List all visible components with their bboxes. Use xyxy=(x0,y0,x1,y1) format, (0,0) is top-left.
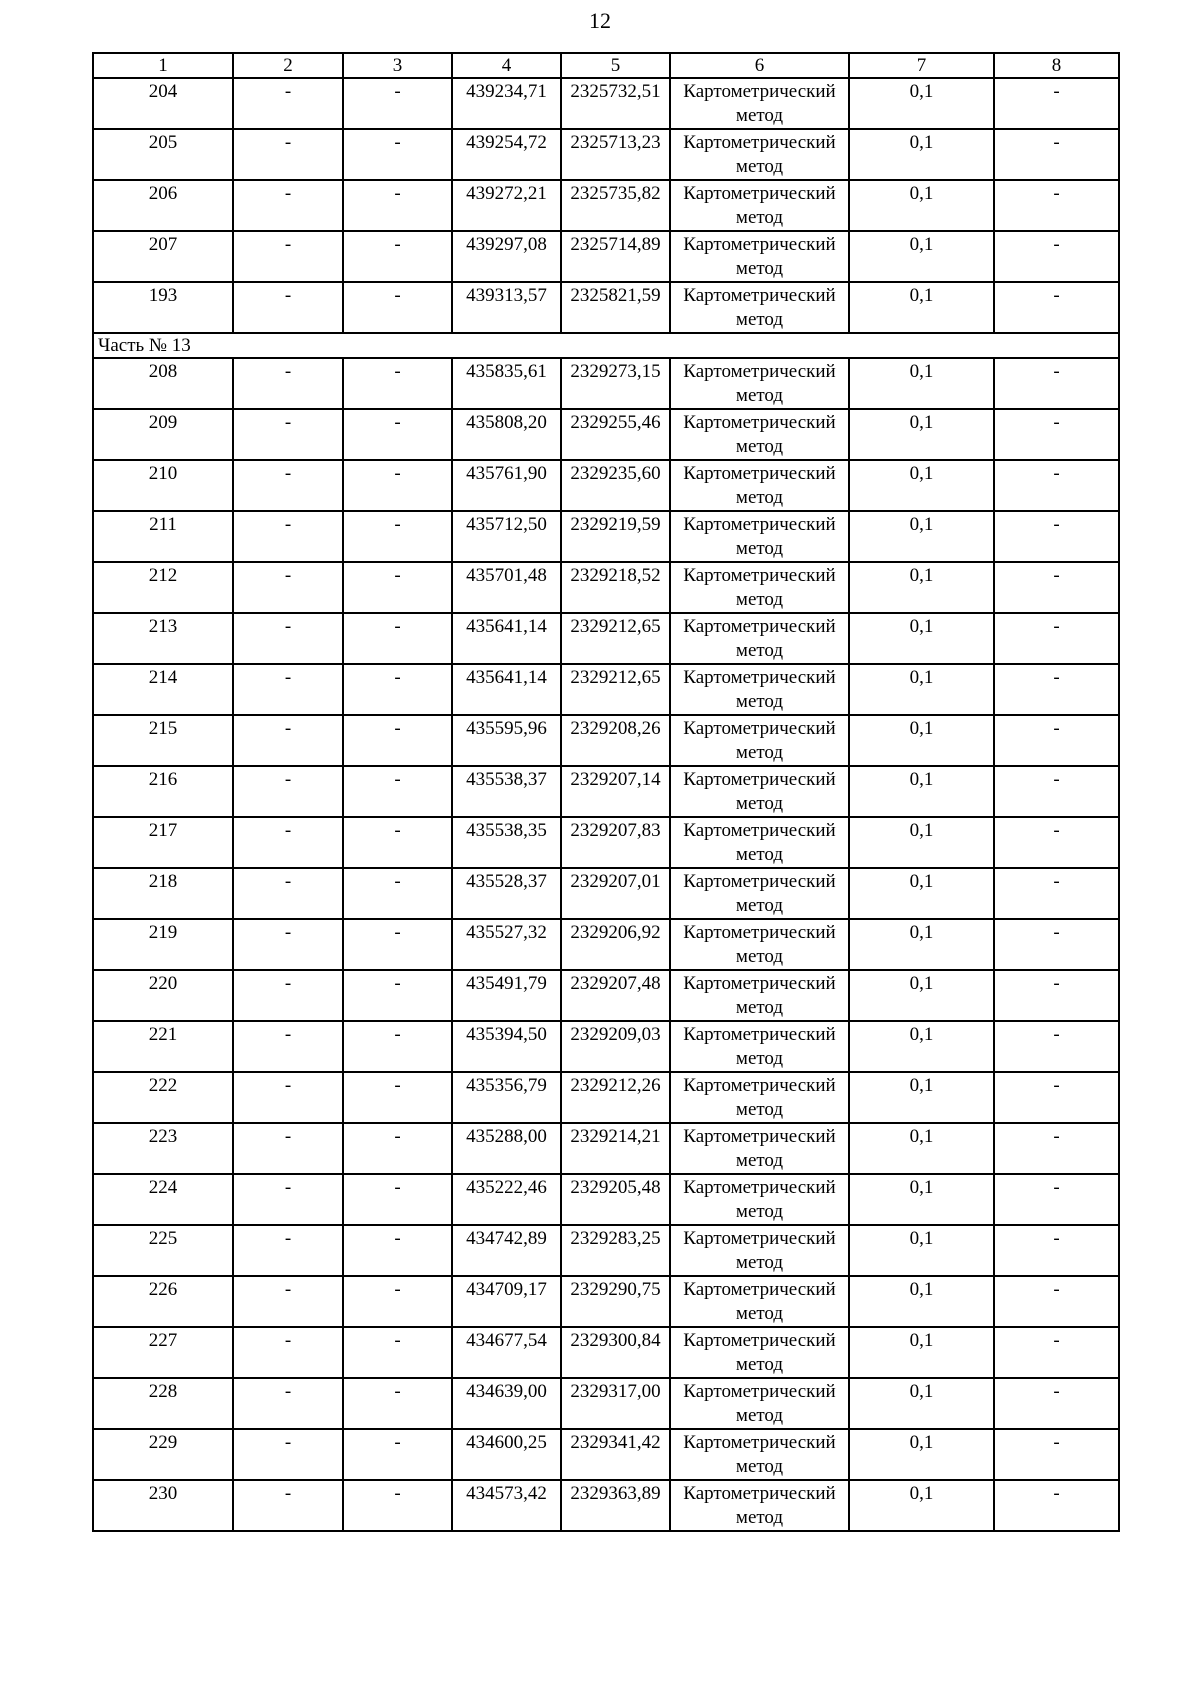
method-cell: Картометрический метод xyxy=(670,1072,849,1123)
y-coordinate-cell: 2329317,00 xyxy=(561,1378,670,1429)
y-coordinate-cell: 2325732,51 xyxy=(561,78,670,129)
accuracy-cell: 0,1 xyxy=(849,129,994,180)
y-coordinate-cell: 2329341,42 xyxy=(561,1429,670,1480)
column-header: 8 xyxy=(994,53,1119,78)
y-coordinate-cell: 2329273,15 xyxy=(561,358,670,409)
method-cell: Картометрический метод xyxy=(670,180,849,231)
method-cell: Картометрический метод xyxy=(670,460,849,511)
point-number-cell: 225 xyxy=(93,1225,233,1276)
column-3-cell: - xyxy=(343,1225,452,1276)
x-coordinate-cell: 435641,14 xyxy=(452,664,561,715)
column-3-cell: - xyxy=(343,1276,452,1327)
y-coordinate-cell: 2329212,65 xyxy=(561,613,670,664)
table-row xyxy=(93,1378,1119,1429)
column-2-cell: - xyxy=(233,562,343,613)
y-coordinate-cell: 2329207,83 xyxy=(561,817,670,868)
x-coordinate-cell: 435835,61 xyxy=(452,358,561,409)
x-coordinate-cell: 439272,21 xyxy=(452,180,561,231)
column-8-cell: - xyxy=(994,715,1119,766)
column-8-cell: - xyxy=(994,1276,1119,1327)
column-2-cell: - xyxy=(233,664,343,715)
accuracy-cell: 0,1 xyxy=(849,715,994,766)
table-row xyxy=(93,868,1119,919)
x-coordinate-cell: 435595,96 xyxy=(452,715,561,766)
accuracy-cell: 0,1 xyxy=(849,1021,994,1072)
point-number-cell: 213 xyxy=(93,613,233,664)
x-coordinate-cell: 435288,00 xyxy=(452,1123,561,1174)
method-cell: Картометрический метод xyxy=(670,1123,849,1174)
point-number-cell: 217 xyxy=(93,817,233,868)
point-number-cell: 218 xyxy=(93,868,233,919)
x-coordinate-cell: 435538,35 xyxy=(452,817,561,868)
column-2-cell: - xyxy=(233,1378,343,1429)
column-2-cell: - xyxy=(233,868,343,919)
y-coordinate-cell: 2325821,59 xyxy=(561,282,670,333)
point-number-cell: 210 xyxy=(93,460,233,511)
column-3-cell: - xyxy=(343,1480,452,1531)
x-coordinate-cell: 439297,08 xyxy=(452,231,561,282)
accuracy-cell: 0,1 xyxy=(849,613,994,664)
column-2-cell: - xyxy=(233,613,343,664)
column-3-cell: - xyxy=(343,1429,452,1480)
point-number-cell: 209 xyxy=(93,409,233,460)
column-2-cell: - xyxy=(233,358,343,409)
column-3-cell: - xyxy=(343,1123,452,1174)
x-coordinate-cell: 435701,48 xyxy=(452,562,561,613)
column-8-cell: - xyxy=(994,1123,1119,1174)
point-number-cell: 205 xyxy=(93,129,233,180)
table-row xyxy=(93,664,1119,715)
x-coordinate-cell: 434677,54 xyxy=(452,1327,561,1378)
method-cell: Картометрический метод xyxy=(670,1378,849,1429)
accuracy-cell: 0,1 xyxy=(849,868,994,919)
accuracy-cell: 0,1 xyxy=(849,919,994,970)
table-row xyxy=(93,460,1119,511)
y-coordinate-cell: 2329283,25 xyxy=(561,1225,670,1276)
column-header: 2 xyxy=(233,53,343,78)
x-coordinate-cell: 435356,79 xyxy=(452,1072,561,1123)
x-coordinate-cell: 439313,57 xyxy=(452,282,561,333)
y-coordinate-cell: 2329207,14 xyxy=(561,766,670,817)
column-header: 6 xyxy=(670,53,849,78)
method-cell: Картометрический метод xyxy=(670,817,849,868)
accuracy-cell: 0,1 xyxy=(849,1378,994,1429)
table-row xyxy=(93,78,1119,129)
table-row xyxy=(93,409,1119,460)
point-number-cell: 204 xyxy=(93,78,233,129)
column-8-cell: - xyxy=(994,358,1119,409)
y-coordinate-cell: 2329219,59 xyxy=(561,511,670,562)
column-2-cell: - xyxy=(233,817,343,868)
table-row xyxy=(93,817,1119,868)
column-8-cell: - xyxy=(994,460,1119,511)
accuracy-cell: 0,1 xyxy=(849,282,994,333)
column-2-cell: - xyxy=(233,180,343,231)
y-coordinate-cell: 2329205,48 xyxy=(561,1174,670,1225)
column-2-cell: - xyxy=(233,231,343,282)
table-row xyxy=(93,358,1119,409)
x-coordinate-cell: 435641,14 xyxy=(452,613,561,664)
column-8-cell: - xyxy=(994,613,1119,664)
column-3-cell: - xyxy=(343,613,452,664)
point-number-cell: 223 xyxy=(93,1123,233,1174)
y-coordinate-cell: 2329212,26 xyxy=(561,1072,670,1123)
column-8-cell: - xyxy=(994,511,1119,562)
method-cell: Картометрический метод xyxy=(670,766,849,817)
method-cell: Картометрический метод xyxy=(670,129,849,180)
column-2-cell: - xyxy=(233,970,343,1021)
column-header: 3 xyxy=(343,53,452,78)
accuracy-cell: 0,1 xyxy=(849,1480,994,1531)
y-coordinate-cell: 2329218,52 xyxy=(561,562,670,613)
table-row xyxy=(93,970,1119,1021)
column-3-cell: - xyxy=(343,562,452,613)
column-8-cell: - xyxy=(994,1225,1119,1276)
y-coordinate-cell: 2329290,75 xyxy=(561,1276,670,1327)
column-3-cell: - xyxy=(343,1072,452,1123)
column-8-cell: - xyxy=(994,78,1119,129)
x-coordinate-cell: 434573,42 xyxy=(452,1480,561,1531)
column-2-cell: - xyxy=(233,919,343,970)
column-3-cell: - xyxy=(343,129,452,180)
column-2-cell: - xyxy=(233,1327,343,1378)
x-coordinate-cell: 435491,79 xyxy=(452,970,561,1021)
column-3-cell: - xyxy=(343,766,452,817)
method-cell: Картометрический метод xyxy=(670,511,849,562)
column-3-cell: - xyxy=(343,919,452,970)
column-8-cell: - xyxy=(994,1378,1119,1429)
column-2-cell: - xyxy=(233,511,343,562)
accuracy-cell: 0,1 xyxy=(849,1225,994,1276)
y-coordinate-cell: 2329207,01 xyxy=(561,868,670,919)
column-2-cell: - xyxy=(233,409,343,460)
y-coordinate-cell: 2329214,21 xyxy=(561,1123,670,1174)
table-row xyxy=(93,1276,1119,1327)
y-coordinate-cell: 2329300,84 xyxy=(561,1327,670,1378)
table-row xyxy=(93,1429,1119,1480)
column-2-cell: - xyxy=(233,282,343,333)
method-cell: Картометрический метод xyxy=(670,715,849,766)
method-cell: Картометрический метод xyxy=(670,1429,849,1480)
accuracy-cell: 0,1 xyxy=(849,1276,994,1327)
column-3-cell: - xyxy=(343,282,452,333)
point-number-cell: 193 xyxy=(93,282,233,333)
column-3-cell: - xyxy=(343,1174,452,1225)
x-coordinate-cell: 434742,89 xyxy=(452,1225,561,1276)
column-2-cell: - xyxy=(233,715,343,766)
method-cell: Картометрический метод xyxy=(670,231,849,282)
column-3-cell: - xyxy=(343,664,452,715)
column-8-cell: - xyxy=(994,817,1119,868)
method-cell: Картометрический метод xyxy=(670,409,849,460)
column-8-cell: - xyxy=(994,1327,1119,1378)
accuracy-cell: 0,1 xyxy=(849,358,994,409)
column-3-cell: - xyxy=(343,715,452,766)
table-row xyxy=(93,511,1119,562)
point-number-cell: 207 xyxy=(93,231,233,282)
method-cell: Картометрический метод xyxy=(670,1327,849,1378)
table-row xyxy=(93,715,1119,766)
accuracy-cell: 0,1 xyxy=(849,180,994,231)
method-cell: Картометрический метод xyxy=(670,562,849,613)
y-coordinate-cell: 2329212,65 xyxy=(561,664,670,715)
x-coordinate-cell: 434709,17 xyxy=(452,1276,561,1327)
column-8-cell: - xyxy=(994,1429,1119,1480)
x-coordinate-cell: 435528,37 xyxy=(452,868,561,919)
table-row xyxy=(93,1123,1119,1174)
method-cell: Картометрический метод xyxy=(670,919,849,970)
column-8-cell: - xyxy=(994,664,1119,715)
point-number-cell: 228 xyxy=(93,1378,233,1429)
column-8-cell: - xyxy=(994,180,1119,231)
accuracy-cell: 0,1 xyxy=(849,460,994,511)
point-number-cell: 221 xyxy=(93,1021,233,1072)
x-coordinate-cell: 435761,90 xyxy=(452,460,561,511)
column-header: 1 xyxy=(93,53,233,78)
point-number-cell: 208 xyxy=(93,358,233,409)
table-row xyxy=(93,1225,1119,1276)
accuracy-cell: 0,1 xyxy=(849,562,994,613)
column-header: 7 xyxy=(849,53,994,78)
table-row xyxy=(93,1174,1119,1225)
section-row xyxy=(93,333,1119,358)
column-2-cell: - xyxy=(233,1225,343,1276)
method-cell: Картометрический метод xyxy=(670,78,849,129)
table-row xyxy=(93,919,1119,970)
method-cell: Картометрический метод xyxy=(670,1276,849,1327)
table-row xyxy=(93,766,1119,817)
table-row xyxy=(93,1480,1119,1531)
point-number-cell: 216 xyxy=(93,766,233,817)
x-coordinate-cell: 434639,00 xyxy=(452,1378,561,1429)
method-cell: Картометрический метод xyxy=(670,1174,849,1225)
column-3-cell: - xyxy=(343,78,452,129)
x-coordinate-cell: 439234,71 xyxy=(452,78,561,129)
column-header-row xyxy=(93,53,1119,78)
table-row xyxy=(93,180,1119,231)
x-coordinate-cell: 434600,25 xyxy=(452,1429,561,1480)
column-3-cell: - xyxy=(343,1327,452,1378)
table-row xyxy=(93,1072,1119,1123)
accuracy-cell: 0,1 xyxy=(849,970,994,1021)
table-row xyxy=(93,231,1119,282)
column-3-cell: - xyxy=(343,460,452,511)
y-coordinate-cell: 2329209,03 xyxy=(561,1021,670,1072)
column-8-cell: - xyxy=(994,562,1119,613)
accuracy-cell: 0,1 xyxy=(849,231,994,282)
table-row xyxy=(93,282,1119,333)
point-number-cell: 211 xyxy=(93,511,233,562)
column-8-cell: - xyxy=(994,1174,1119,1225)
method-cell: Картометрический метод xyxy=(670,282,849,333)
y-coordinate-cell: 2325714,89 xyxy=(561,231,670,282)
accuracy-cell: 0,1 xyxy=(849,664,994,715)
point-number-cell: 219 xyxy=(93,919,233,970)
accuracy-cell: 0,1 xyxy=(849,1123,994,1174)
column-2-cell: - xyxy=(233,1123,343,1174)
column-2-cell: - xyxy=(233,129,343,180)
x-coordinate-cell: 435222,46 xyxy=(452,1174,561,1225)
column-header: 5 xyxy=(561,53,670,78)
y-coordinate-cell: 2329363,89 xyxy=(561,1480,670,1531)
column-3-cell: - xyxy=(343,817,452,868)
column-2-cell: - xyxy=(233,1021,343,1072)
column-2-cell: - xyxy=(233,766,343,817)
y-coordinate-cell: 2329207,48 xyxy=(561,970,670,1021)
y-coordinate-cell: 2329255,46 xyxy=(561,409,670,460)
column-8-cell: - xyxy=(994,231,1119,282)
column-8-cell: - xyxy=(994,970,1119,1021)
x-coordinate-cell: 435538,37 xyxy=(452,766,561,817)
x-coordinate-cell: 439254,72 xyxy=(452,129,561,180)
y-coordinate-cell: 2325713,23 xyxy=(561,129,670,180)
point-number-cell: 229 xyxy=(93,1429,233,1480)
table-row xyxy=(93,1327,1119,1378)
point-number-cell: 206 xyxy=(93,180,233,231)
table-body xyxy=(93,53,1119,1531)
column-3-cell: - xyxy=(343,358,452,409)
section-label: Часть № 13 xyxy=(93,333,1119,358)
accuracy-cell: 0,1 xyxy=(849,1072,994,1123)
x-coordinate-cell: 435394,50 xyxy=(452,1021,561,1072)
accuracy-cell: 0,1 xyxy=(849,409,994,460)
table-row xyxy=(93,613,1119,664)
column-3-cell: - xyxy=(343,180,452,231)
column-8-cell: - xyxy=(994,868,1119,919)
column-8-cell: - xyxy=(994,1480,1119,1531)
point-number-cell: 222 xyxy=(93,1072,233,1123)
column-2-cell: - xyxy=(233,1174,343,1225)
point-number-cell: 227 xyxy=(93,1327,233,1378)
column-2-cell: - xyxy=(233,460,343,511)
method-cell: Картометрический метод xyxy=(670,1021,849,1072)
column-8-cell: - xyxy=(994,919,1119,970)
x-coordinate-cell: 435712,50 xyxy=(452,511,561,562)
column-8-cell: - xyxy=(994,766,1119,817)
x-coordinate-cell: 435808,20 xyxy=(452,409,561,460)
column-8-cell: - xyxy=(994,282,1119,333)
column-2-cell: - xyxy=(233,1429,343,1480)
accuracy-cell: 0,1 xyxy=(849,78,994,129)
method-cell: Картометрический метод xyxy=(670,358,849,409)
column-8-cell: - xyxy=(994,129,1119,180)
method-cell: Картометрический метод xyxy=(670,1480,849,1531)
column-8-cell: - xyxy=(994,1021,1119,1072)
column-3-cell: - xyxy=(343,868,452,919)
column-3-cell: - xyxy=(343,1021,452,1072)
page-number: 12 xyxy=(589,8,611,33)
point-number-cell: 224 xyxy=(93,1174,233,1225)
column-3-cell: - xyxy=(343,511,452,562)
point-number-cell: 230 xyxy=(93,1480,233,1531)
accuracy-cell: 0,1 xyxy=(849,817,994,868)
accuracy-cell: 0,1 xyxy=(849,1174,994,1225)
point-number-cell: 226 xyxy=(93,1276,233,1327)
accuracy-cell: 0,1 xyxy=(849,511,994,562)
y-coordinate-cell: 2325735,82 xyxy=(561,180,670,231)
table-row xyxy=(93,1021,1119,1072)
y-coordinate-cell: 2329208,26 xyxy=(561,715,670,766)
column-3-cell: - xyxy=(343,970,452,1021)
table-row xyxy=(93,129,1119,180)
column-3-cell: - xyxy=(343,231,452,282)
method-cell: Картометрический метод xyxy=(670,868,849,919)
method-cell: Картометрический метод xyxy=(670,970,849,1021)
method-cell: Картометрический метод xyxy=(670,613,849,664)
table-row xyxy=(93,562,1119,613)
column-3-cell: - xyxy=(343,409,452,460)
x-coordinate-cell: 435527,32 xyxy=(452,919,561,970)
accuracy-cell: 0,1 xyxy=(849,1429,994,1480)
coordinates-table xyxy=(92,52,1120,1532)
point-number-cell: 220 xyxy=(93,970,233,1021)
column-3-cell: - xyxy=(343,1378,452,1429)
y-coordinate-cell: 2329206,92 xyxy=(561,919,670,970)
column-2-cell: - xyxy=(233,78,343,129)
point-number-cell: 212 xyxy=(93,562,233,613)
column-header: 4 xyxy=(452,53,561,78)
point-number-cell: 215 xyxy=(93,715,233,766)
accuracy-cell: 0,1 xyxy=(849,1327,994,1378)
accuracy-cell: 0,1 xyxy=(849,766,994,817)
method-cell: Картометрический метод xyxy=(670,664,849,715)
y-coordinate-cell: 2329235,60 xyxy=(561,460,670,511)
column-2-cell: - xyxy=(233,1480,343,1531)
column-2-cell: - xyxy=(233,1072,343,1123)
column-8-cell: - xyxy=(994,1072,1119,1123)
column-2-cell: - xyxy=(233,1276,343,1327)
column-8-cell: - xyxy=(994,409,1119,460)
point-number-cell: 214 xyxy=(93,664,233,715)
method-cell: Картометрический метод xyxy=(670,1225,849,1276)
